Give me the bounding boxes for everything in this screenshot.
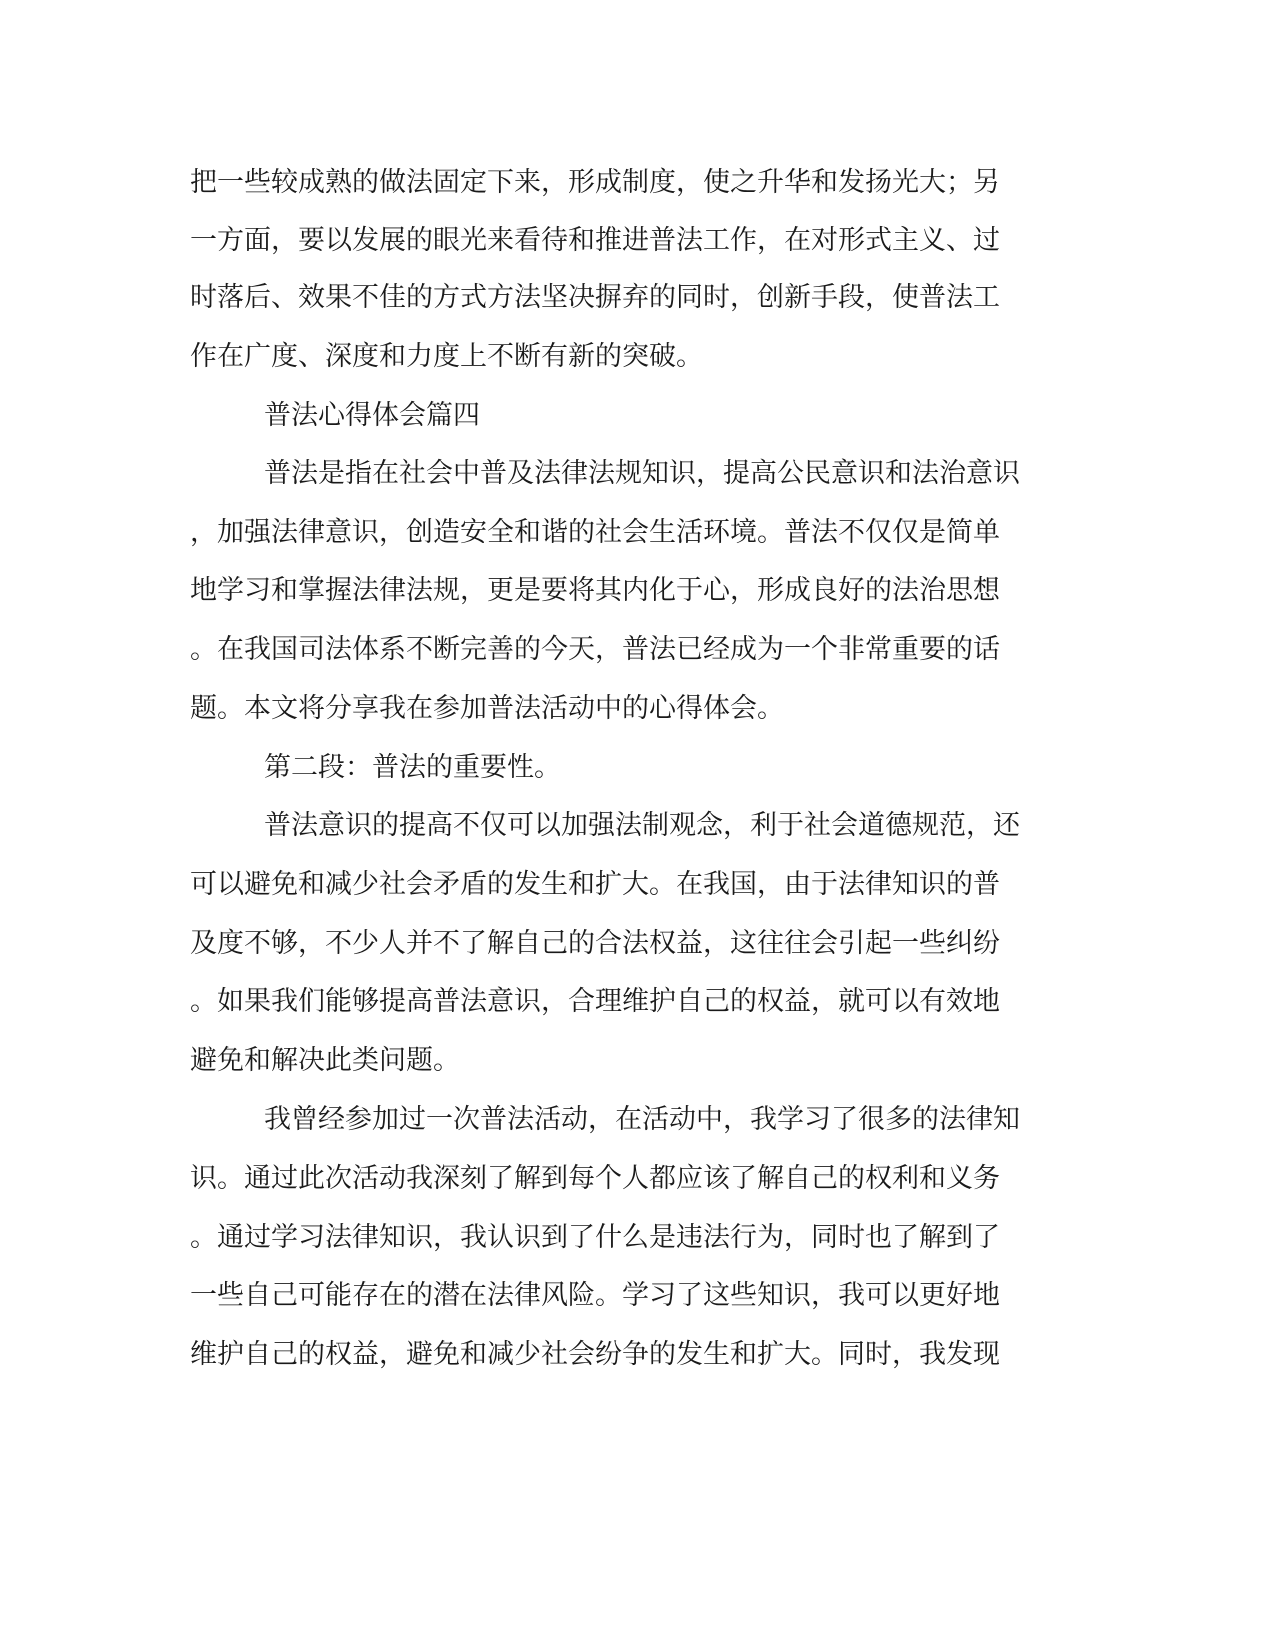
text-line: 普法意识的提高不仅可以加强法制观念，利于社会道德规范，还 — [264, 810, 1020, 841]
text-line: 。如果我们能够提高普法意识，合理维护自己的权益，就可以有效地 — [190, 986, 1000, 1017]
text-line: 把一些较成熟的做法固定下来，形成制度，使之升华和发扬光大；另 — [190, 167, 1000, 198]
text-line: 避免和解决此类问题。 — [190, 1045, 460, 1076]
text-line: 地学习和掌握法律法规，更是要将其内化于心，形成良好的法治思想 — [190, 575, 1000, 606]
text-line: 我曾经参加过一次普法活动，在活动中，我学习了很多的法律知 — [264, 1104, 1020, 1135]
text-line: 维护自己的权益，避免和减少社会纷争的发生和扩大。同时，我发现 — [190, 1339, 1000, 1370]
text-line: 题。本文将分享我在参加普法活动中的心得体会。 — [190, 693, 784, 724]
text-line: 可以避免和减少社会矛盾的发生和扩大。在我国，由于法律知识的普 — [190, 869, 1000, 900]
text-line: ，加强法律意识，创造安全和谐的社会生活环境。普法不仅仅是简单 — [190, 517, 1000, 548]
text-line: 普法是指在社会中普及法律法规知识，提高公民意识和法治意识 — [264, 458, 1020, 489]
text-line: 一些自己可能存在的潜在法律风险。学习了这些知识，我可以更好地 — [190, 1280, 1000, 1311]
text-line: 及度不够，不少人并不了解自己的合法权益，这往往会引起一些纠纷 — [190, 928, 1000, 959]
subsection-heading: 第二段：普法的重要性。 — [264, 752, 561, 783]
section-heading: 普法心得体会篇四 — [264, 400, 480, 431]
text-line: 。通过学习法律知识，我认识到了什么是违法行为，同时也了解到了 — [190, 1222, 1000, 1253]
text-line: 作在广度、深度和力度上不断有新的突破。 — [190, 341, 703, 372]
text-line: 一方面，要以发展的眼光来看待和推进普法工作，在对形式主义、过 — [190, 225, 1000, 256]
text-line: 。在我国司法体系不断完善的今天，普法已经成为一个非常重要的话 — [190, 634, 1000, 665]
text-line: 识。通过此次活动我深刻了解到每个人都应该了解自己的权利和义务 — [190, 1163, 1000, 1194]
text-line: 时落后、效果不佳的方式方法坚决摒弃的同时，创新手段，使普法工 — [190, 282, 1000, 313]
